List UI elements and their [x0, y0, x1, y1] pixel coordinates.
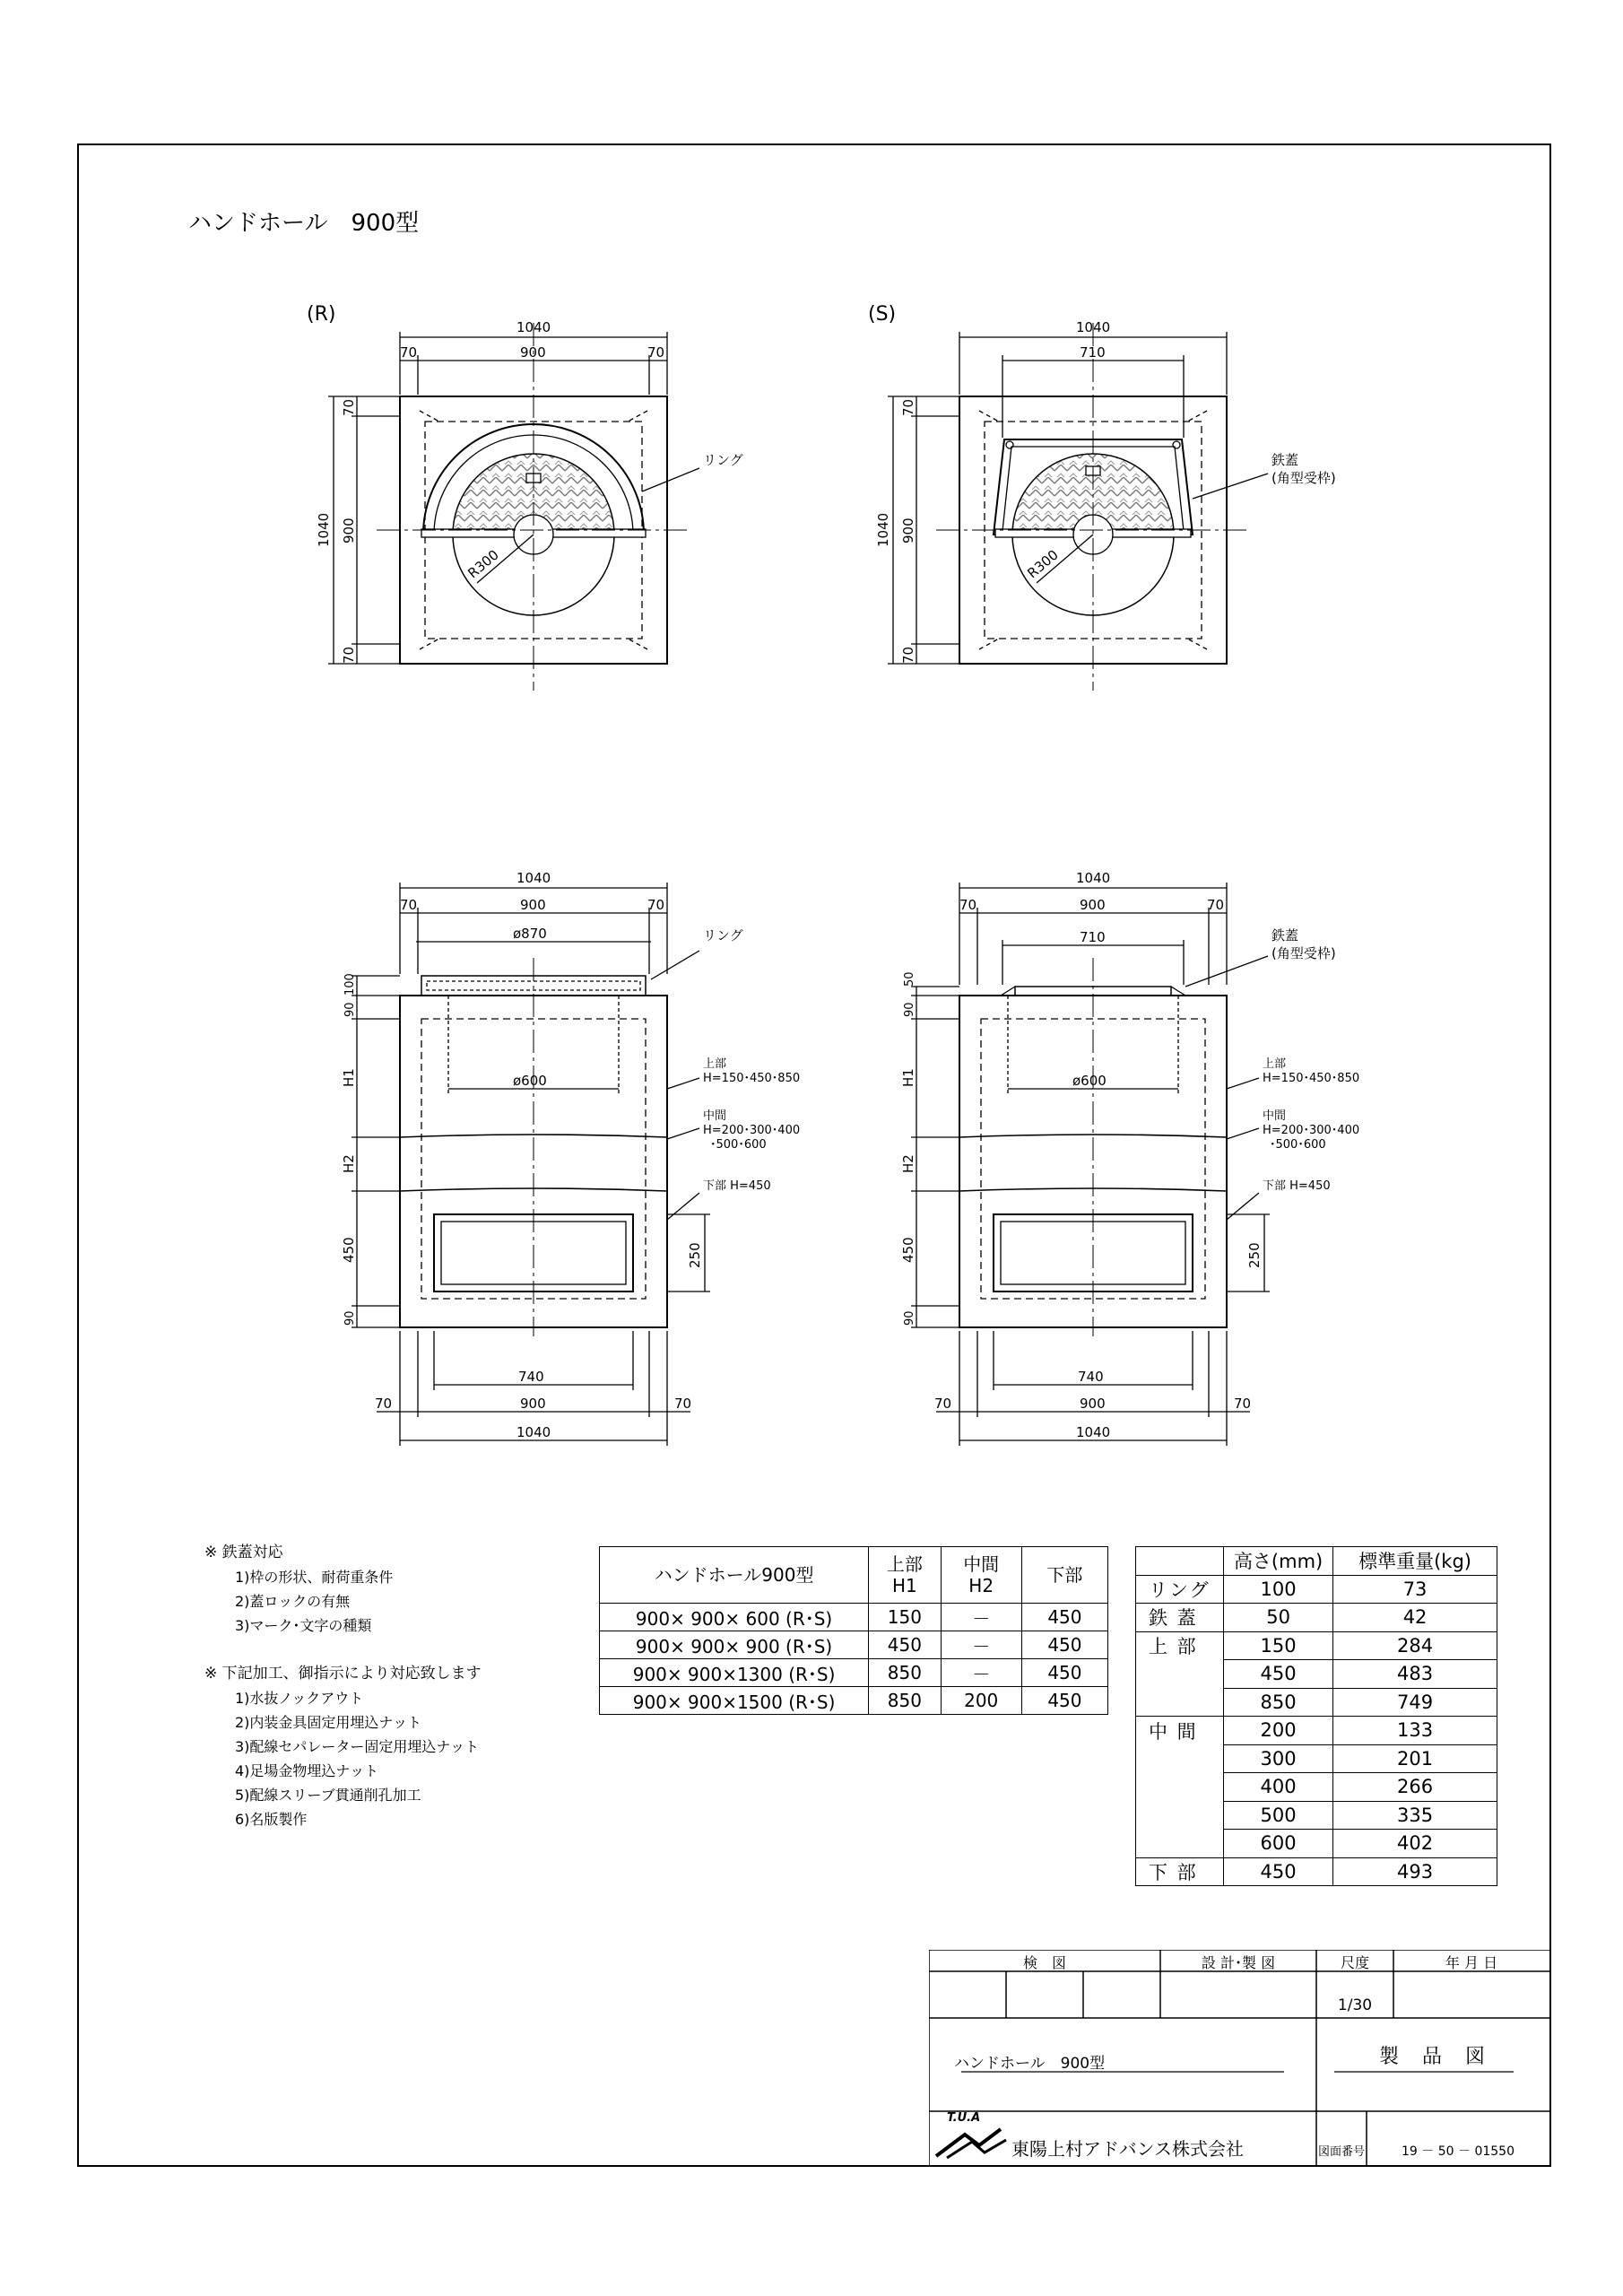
- section-view-s: [900, 870, 1359, 1446]
- company-name: 東陽上村アドバンス株式会社: [1011, 2138, 1244, 2160]
- table-row: 下 部 450 493: [1136, 1857, 1497, 1886]
- svg-text:70: 70: [341, 646, 357, 664]
- page-title: ハンドホール 900型: [188, 210, 420, 237]
- svg-text:450: 450: [900, 1237, 916, 1263]
- svg-text:70: 70: [400, 897, 418, 913]
- svg-text:70: 70: [674, 1396, 692, 1412]
- svg-text:H=150･450･850: H=150･450･850: [703, 1072, 801, 1085]
- table-row: 300 201: [1136, 1744, 1497, 1773]
- svg-text:ø600: ø600: [513, 1073, 547, 1089]
- svg-text:リング: リング: [703, 927, 743, 944]
- ring-label: リング: [703, 452, 743, 468]
- product-name: ハンドホール 900型: [954, 2055, 1106, 2073]
- weight-table: 高さ(mm) 標準重量(kg) リング 100 73 鉄 蓋 50 42 上 部 150 284 450 483 850 749 中 間 200 133 300 201 400 266 500 335 600 402 下 部 450 493: [1135, 1546, 1497, 1886]
- svg-text:1040: 1040: [1076, 870, 1111, 886]
- view-s-label: (S): [868, 303, 897, 326]
- drawing-number: 19 － 50 － 01550: [1402, 2144, 1515, 2159]
- svg-text:90: 90: [343, 1002, 357, 1017]
- svg-text:1040: 1040: [316, 512, 332, 547]
- svg-text:中間: 中間: [703, 1109, 727, 1123]
- table-row: リング 100 73: [1136, 1575, 1497, 1604]
- svg-text:900: 900: [1080, 1396, 1106, 1412]
- section-view-r: [341, 870, 800, 1446]
- svg-text:900: 900: [520, 344, 546, 361]
- view-r-label: (R): [307, 303, 336, 326]
- svg-text:900: 900: [341, 517, 357, 544]
- svg-text:70: 70: [900, 646, 916, 664]
- svg-text:1040: 1040: [875, 512, 891, 547]
- svg-text:70: 70: [1207, 897, 1225, 913]
- svg-text:1040: 1040: [1076, 319, 1111, 335]
- table-row: 上 部 150 284: [1136, 1631, 1497, 1660]
- table-row: 500 335: [1136, 1801, 1497, 1830]
- svg-text:900: 900: [520, 897, 546, 913]
- svg-text:70: 70: [900, 398, 916, 416]
- svg-text:H2: H2: [900, 1154, 916, 1173]
- svg-text:710: 710: [1080, 344, 1106, 361]
- svg-text:70: 70: [647, 344, 665, 361]
- table-row: 400 266: [1136, 1773, 1497, 1802]
- svg-text:H1: H1: [341, 1068, 357, 1087]
- svg-text:450: 450: [341, 1237, 357, 1263]
- plan-view-s: [875, 319, 1336, 691]
- svg-text:70: 70: [959, 897, 977, 913]
- svg-text:70: 70: [1234, 1396, 1252, 1412]
- plan-view-r: [316, 319, 743, 691]
- svg-text:上部: 上部: [1263, 1057, 1287, 1071]
- svg-text:ø870: ø870: [513, 926, 547, 942]
- svg-text:740: 740: [518, 1369, 544, 1385]
- svg-text:900: 900: [1080, 897, 1106, 913]
- table-row: 900× 900×1300 (R･S) 850 － 450: [600, 1659, 1108, 1687]
- svg-text:70: 70: [341, 398, 357, 416]
- size-table: ハンドホール900型 上部 H1 中間 H2 下部 900× 900× 600 (R･S) 150 － 450 900× 900× 900 (R･S) 450 － 450 900× 900×1300 (R･S) 850 － 450 900× 900×1500 (R･S) 850 200 450: [599, 1546, 1108, 1715]
- table-row: 600 402: [1136, 1830, 1497, 1858]
- svg-text:上部: 上部: [703, 1057, 727, 1071]
- svg-text:下部 H=450: 下部 H=450: [703, 1179, 771, 1193]
- svg-text:中間: 中間: [1263, 1109, 1287, 1123]
- svg-text:1040: 1040: [516, 870, 551, 886]
- svg-text:ø600: ø600: [1072, 1073, 1107, 1089]
- notes-head-2: ※ 下記加工、御指示により対応致します: [204, 1665, 482, 1683]
- table-row: 850 749: [1136, 1688, 1497, 1717]
- title-block: 検 図 設 計･製 図 尺度 年 月 日 1/30 ハンドホール 900型 製 品 図 T.U.A 東陽上村アドバンス株式会社 図面番号 19 － 50 － 01550: [929, 1950, 1549, 2165]
- table-row: 鉄 蓋 50 42: [1136, 1604, 1497, 1632]
- svg-text:R300: R300: [1024, 546, 1062, 582]
- svg-text:70: 70: [647, 897, 665, 913]
- svg-text:740: 740: [1078, 1369, 1104, 1385]
- svg-text:90: 90: [903, 1310, 916, 1326]
- table-row: 900× 900× 900 (R･S) 450 － 450: [600, 1631, 1108, 1659]
- svg-text:900: 900: [520, 1396, 546, 1412]
- svg-text:･500･600: ･500･600: [1270, 1138, 1326, 1152]
- svg-text:H2: H2: [341, 1154, 357, 1173]
- svg-text:70: 70: [400, 344, 418, 361]
- svg-text:70: 70: [375, 1396, 393, 1412]
- table-row: 900× 900×1500 (R･S) 850 200 450: [600, 1687, 1108, 1715]
- svg-text:900: 900: [900, 517, 916, 544]
- table-row: 450 483: [1136, 1660, 1497, 1689]
- svg-text:鉄蓋: 鉄蓋: [1271, 452, 1299, 468]
- table-row: 中 間 200 133: [1136, 1717, 1497, 1745]
- svg-text:1040: 1040: [516, 1424, 551, 1440]
- table-row: 900× 900× 600 (R･S) 150 － 450: [600, 1604, 1108, 1631]
- svg-text:H=150･450･850: H=150･450･850: [1263, 1072, 1360, 1085]
- svg-text:90: 90: [343, 1310, 357, 1326]
- svg-text:70: 70: [934, 1396, 952, 1412]
- company-logo: T.U.A: [947, 2111, 981, 2125]
- svg-text:･500･600: ･500･600: [710, 1138, 767, 1152]
- svg-text:90: 90: [903, 1002, 916, 1017]
- svg-text:100: 100: [343, 973, 357, 996]
- svg-text:(角型受枠): (角型受枠): [1271, 470, 1336, 486]
- svg-text:1040: 1040: [516, 319, 551, 335]
- svg-text:50: 50: [903, 971, 916, 987]
- svg-text:鉄蓋: 鉄蓋: [1271, 927, 1299, 944]
- svg-text:(角型受枠): (角型受枠): [1271, 945, 1336, 961]
- svg-text:250: 250: [1246, 1242, 1263, 1268]
- drawing-kind: 製 品 図: [1378, 2046, 1487, 2068]
- svg-text:下部 H=450: 下部 H=450: [1263, 1179, 1331, 1193]
- notes: ※ 鉄蓋対応 1)枠の形状、耐荷重条件 2)蓋ロックの有無 3)マーク･文字の種類 ※ 下記加工、御指示により対応致します 1)水抜ノックアウト 2)内装金具固定用埋込ナット 3)配線セパレーター固定用埋込ナット 4)足場金物埋込ナット 5)配線スリーブ貫通削孔加工 6)名版製作: [204, 1541, 482, 1831]
- notes-head-1: ※ 鉄蓋対応: [204, 1544, 283, 1561]
- svg-text:H1: H1: [900, 1068, 916, 1087]
- svg-text:H=200･300･400: H=200･300･400: [703, 1124, 801, 1137]
- svg-text:H=200･300･400: H=200･300･400: [1263, 1124, 1360, 1137]
- svg-text:710: 710: [1080, 929, 1106, 945]
- svg-text:250: 250: [687, 1242, 703, 1268]
- svg-text:1040: 1040: [1076, 1424, 1111, 1440]
- r300-label: R300: [464, 546, 502, 582]
